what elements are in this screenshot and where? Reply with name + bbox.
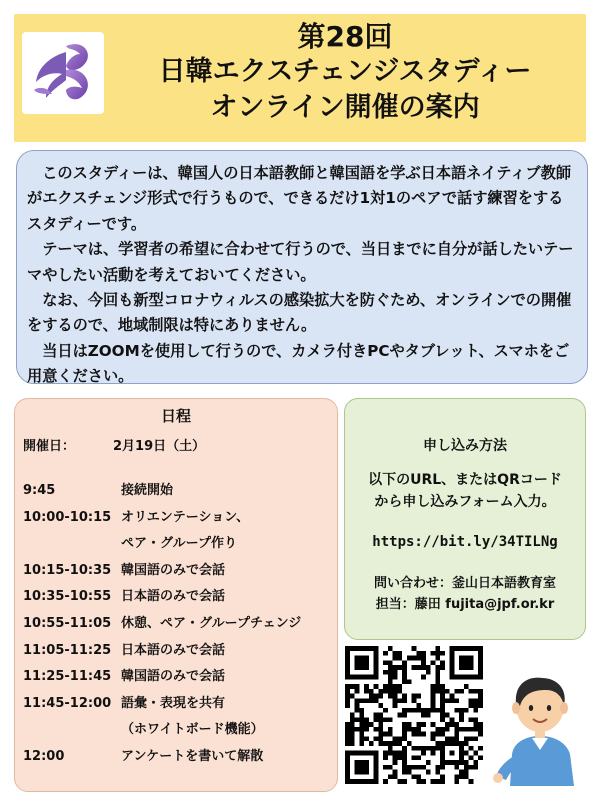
schedule-time: 11:05-11:25 bbox=[23, 642, 112, 658]
schedule-title: 日程 bbox=[160, 407, 191, 425]
schedule-item bbox=[23, 505, 333, 532]
qr-code-icon[interactable] bbox=[345, 646, 483, 784]
intro-paragraph: テーマは、学習者の希望に合わせて行うので、当日までに自分が話したいテーマやしたい活動を考えておいてください。 bbox=[27, 240, 574, 284]
schedule-item bbox=[23, 664, 333, 691]
schedule-activity: アンケートを書いて解散 bbox=[121, 748, 264, 764]
contact-person: 担当：藤田 fujita@jpf.or.kr bbox=[375, 597, 555, 612]
schedule-item bbox=[23, 558, 333, 585]
title-line-1: 第28回 bbox=[297, 20, 393, 53]
date-label: 開催日： bbox=[23, 439, 76, 454]
schedule-time: 10:15-10:35 bbox=[23, 562, 112, 578]
schedule-item bbox=[23, 584, 333, 611]
schedule-activity: 韓国語のみで会話 bbox=[121, 562, 226, 578]
intro-paragraph: なお、今回も新型コロナウィルスの感染拡大を防ぐため、オンラインでの開催をするので、地域制限は特にありません。 bbox=[27, 291, 572, 335]
presenter-illustration-icon bbox=[490, 646, 590, 786]
schedule-box bbox=[14, 398, 338, 792]
schedule-time: 10:55-11:05 bbox=[23, 615, 112, 631]
apply-description bbox=[345, 469, 585, 513]
intro-paragraph: このスタディーは、韓国人の日本語教師と韓国語を学ぶ日本語ネイティブ教師がエクスチェンジ形式で行うもので、できるだけ1対1のペアで話す練習をするスタディーです。 bbox=[27, 164, 572, 233]
schedule-item bbox=[23, 611, 333, 638]
schedule-item bbox=[23, 717, 333, 744]
registration-url-link[interactable]: https://bit.ly/34TILNg bbox=[372, 534, 558, 550]
apply-desc-line: から申し込みフォーム入力。 bbox=[374, 494, 556, 510]
schedule-time: 12:00 bbox=[23, 748, 65, 764]
schedule-list bbox=[23, 478, 333, 771]
header-banner bbox=[14, 14, 586, 142]
butterfly-logo-icon bbox=[22, 32, 104, 114]
schedule-time: 11:25-11:45 bbox=[23, 669, 112, 685]
schedule-activity: オリエンテーション、 bbox=[121, 509, 250, 525]
apply-desc-line: 以下のURL、またはQRコード bbox=[368, 472, 562, 488]
title-line-2: 日韓エクスチェンジスタディー bbox=[158, 56, 532, 87]
page-title bbox=[110, 20, 580, 126]
schedule-item bbox=[23, 478, 333, 505]
intro-paragraph: 当日はZOOMを使用して行うので、カメラ付きPCやタブレット、スマホをご用意ください。 bbox=[27, 341, 570, 386]
schedule-activity: ペア・グループ作り bbox=[121, 536, 237, 552]
schedule-item bbox=[23, 638, 333, 665]
apply-title: 申し込み方法 bbox=[423, 438, 507, 454]
application-box bbox=[344, 398, 586, 640]
schedule-time bbox=[23, 717, 121, 744]
schedule-item bbox=[23, 744, 333, 771]
schedule-time: 10:00-10:15 bbox=[23, 509, 112, 525]
date-value: 2月19日（土） bbox=[113, 439, 206, 454]
schedule-item bbox=[23, 691, 333, 718]
schedule-activity: 休憩、ペア・グループチェンジ bbox=[121, 615, 302, 631]
schedule-activity: 接続開始 bbox=[121, 483, 174, 498]
event-date-row bbox=[23, 435, 205, 454]
schedule-activity: （ホワイトボード機能） bbox=[121, 722, 264, 738]
schedule-activity: 語彙・表現を共有 bbox=[121, 695, 226, 711]
schedule-time: 10:35-10:55 bbox=[23, 589, 112, 605]
schedule-activity: 日本語のみで会話 bbox=[121, 589, 226, 605]
title-line-3: オンライン開催の案内 bbox=[210, 92, 480, 123]
schedule-activity: 韓国語のみで会話 bbox=[121, 669, 226, 685]
schedule-time: 11:45-12:00 bbox=[23, 695, 112, 711]
schedule-time: 9:45 bbox=[23, 483, 56, 498]
contact-office: 問い合わせ：釜山日本語教育室 bbox=[373, 576, 556, 591]
contact-info bbox=[345, 573, 585, 615]
schedule-activity: 日本語のみで会話 bbox=[121, 642, 226, 658]
intro-box bbox=[16, 150, 588, 384]
schedule-item bbox=[23, 531, 333, 558]
schedule-time bbox=[23, 531, 121, 558]
